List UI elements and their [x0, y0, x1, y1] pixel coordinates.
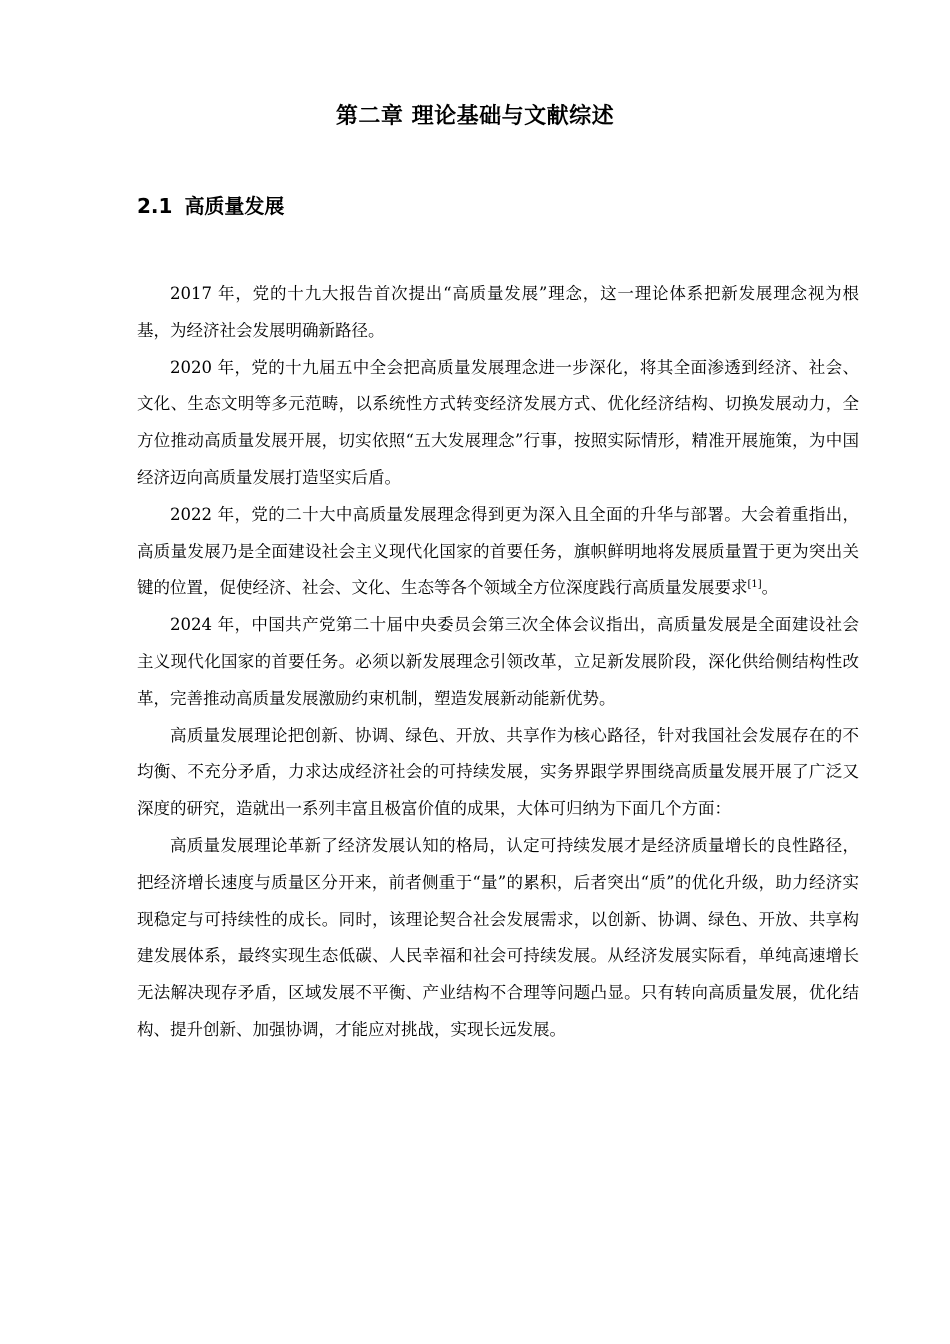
paragraph [137, 607, 859, 717]
section-heading [137, 190, 284, 222]
paragraph [137, 497, 859, 607]
section-number: 2.1 [137, 194, 173, 218]
section-title: 高质量发展 [184, 194, 285, 218]
paragraph-text: 2020 年，党的十九届五中全会把高质量发展理念进一步深化，将其全面渗透到经济、社会、文化、生态文明等多元范畴，以系统性方式转变经济发展方式、优化经济结构、切换发展动力，全方位推动高质量发展开展，切实依照“五大发展理念”行事，按照实际情形，精准开展施策，为中国经济迈向高质量发展打造坚实后盾。 [137, 357, 859, 487]
paragraph-text: 2024 年，中国共产党第二十届中央委员会第三次全体会议指出，高质量发展是全面建设社会主义现代化国家的首要任务。必须以新发展理念引领改革，立足新发展阶段，深化供给侧结构性改革，完善推动高质量发展激励约束机制，塑造发展新动能新优势。 [137, 615, 859, 708]
chapter-title: 第二章 理论基础与文献综述 [335, 104, 615, 129]
citation-ref[interactable]: [1] [747, 579, 762, 591]
paragraph-text: 高质量发展理论把创新、协调、绿色、开放、共享作为核心路径，针对我国社会发展存在的不均衡、不充分矛盾，力求达成经济社会的可持续发展，实务界跟学界围绕高质量发展开展了广泛又深度的研究，造就出一系列丰富且极富价值的成果，大体可归纳为下面几个方面： [137, 725, 859, 819]
body-text [137, 276, 859, 1049]
paragraph-text: 2017 年，党的十九大报告首次提出“高质量发展”理念，这一理论体系把新发展理念视为根基，为经济社会发展明确新路径。 [137, 284, 859, 340]
paragraph [137, 828, 859, 1049]
paragraph-text: 高质量发展理论革新了经济发展认知的格局，认定可持续发展才是经济质量增长的良性路径，把经济增长速度与质量区分开来，前者侧重于“量”的累积，后者突出“质”的优化升级，助力经济实现稳定与可持续性的成长。同时，该理论契合社会发展需求，以创新、协调、绿色、开放、共享构建发展体系，最终实现生态低碳、人民幸福和社会可持续发展。从经济发展实际看，单纯高速增长无法解决现存矛盾，区域发展不平衡、产业结构不合理等问题凸显。只有转向高质量发展，优化结构、提升创新、加强协调，才能应对挑战，实现长远发展。 [137, 835, 859, 1039]
paragraph-text: 2022 年，党的二十大中高质量发展理念得到更为深入且全面的升华与部署。大会着重指出，高质量发展乃是全面建设社会主义现代化国家的首要任务，旗帜鲜明地将发展质量置于更为突出关键的位置，促使经济、社会、文化、生态等各个领域全方位深度践行高质量发展要求 [137, 504, 859, 598]
paragraph-tail: 。 [761, 578, 779, 598]
paragraph [137, 718, 859, 828]
paragraph [137, 350, 859, 497]
paragraph [137, 276, 859, 350]
